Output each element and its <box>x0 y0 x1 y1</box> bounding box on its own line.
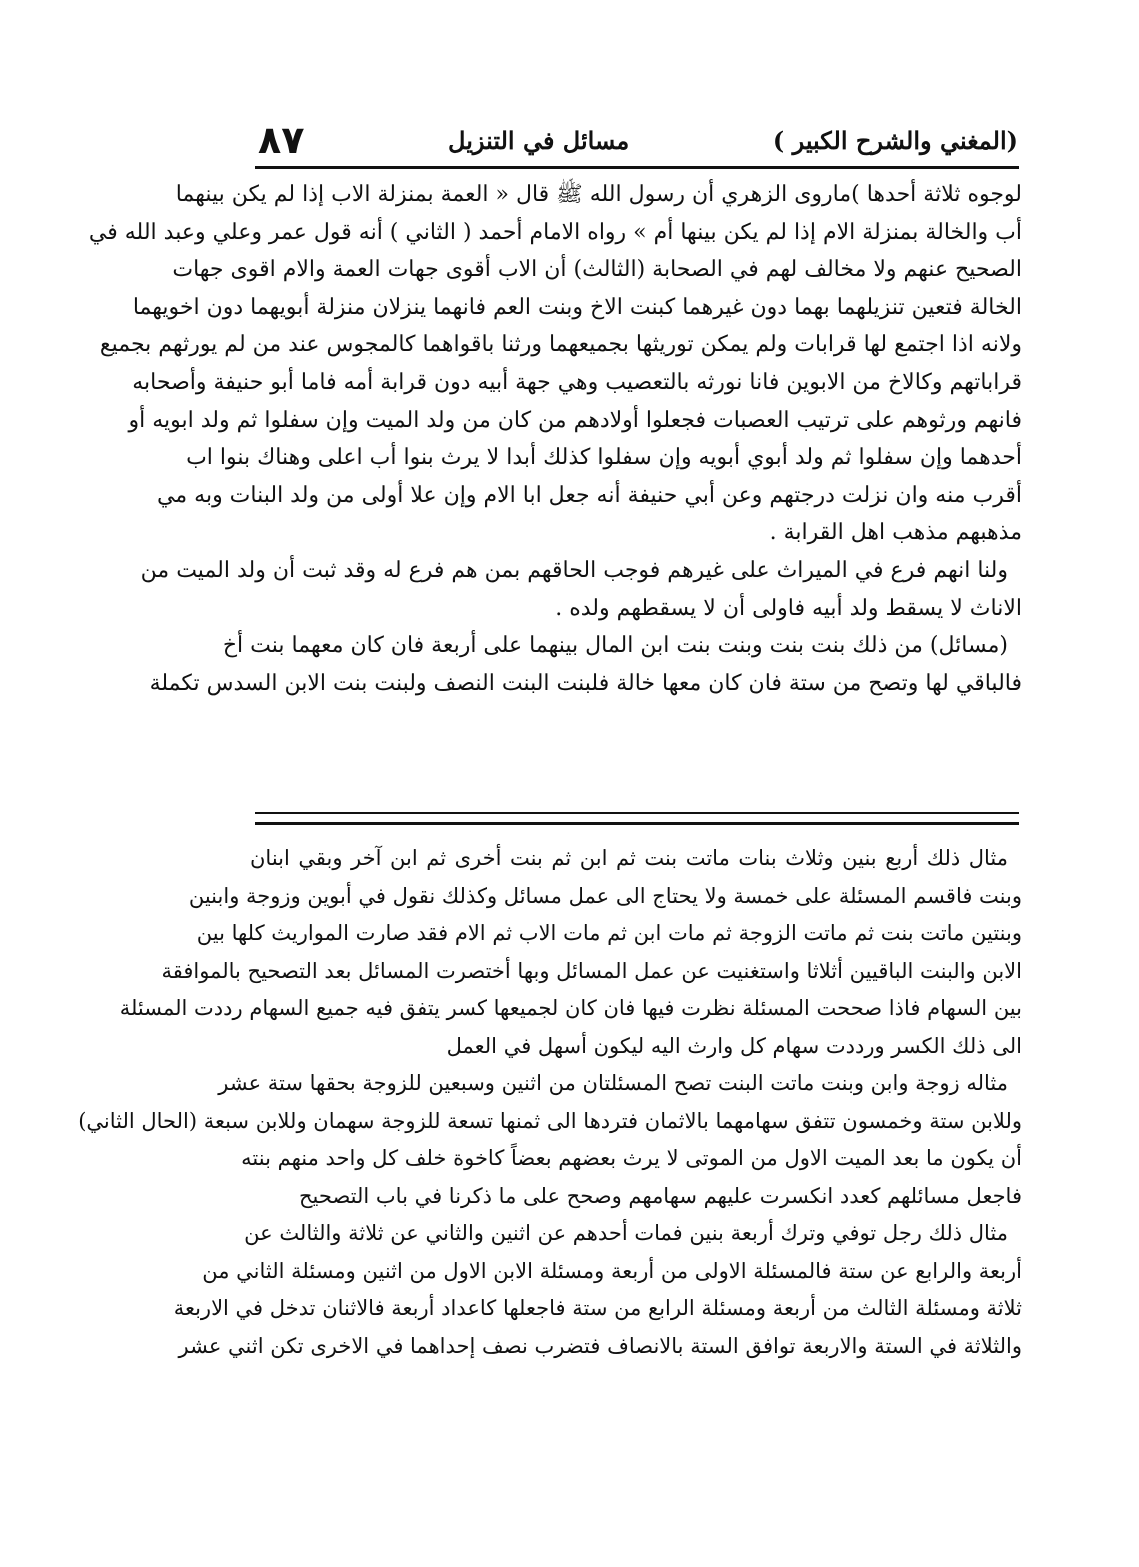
text-line: ثلاثة ومسئلة الثالث من أربعة ومسئلة الرابع من ستة فاجعلها كاعداد أربعة فالاثنان تدخل في الاربعة <box>173 1296 1022 1320</box>
page-number: ٨٧ <box>258 118 305 162</box>
text-line: وبنت فاقسم المسئلة على خمسة ولا يحتاج الى عمل مسائل وكذلك نقول في أبوين وزوجة وابنين <box>188 883 1022 908</box>
commentary-text <box>78 840 1022 1365</box>
section-divider <box>255 812 1019 814</box>
text-line: قراباتهم وكالاخ من الابوين فانا نورثه بالتعصيب وهي جهة أبيه دون قرابة أمه فاما أبو حنيفة وأصحابه <box>132 369 1022 395</box>
header-divider <box>255 166 1019 169</box>
text-line: مثاله زوجة وابن وبنت ماتت البنت تصح المسئلتان من اثنين وسبعين للزوجة بحقها ستة عشر <box>218 1071 1008 1095</box>
text-line: الاناث لا يسقط ولد أبيه فاولى أن لا يسقطهم ولده . <box>555 595 1022 621</box>
text-line: الى ذلك الكسر ورددت سهام كل وارث اليه ليكون أسهل في العمل <box>446 1033 1022 1058</box>
text-line: مثال ذلك أربع بنين وثلاث بنات ماتت بنت ثم ابن ثم بنت أخرى ثم ابن آخر وبقي ابنان <box>250 846 1008 870</box>
text-line: (مسائل) من ذلك بنت بنت وبنت بنت ابن المال بينهما على أربعة فان كان معهما بنت أخ <box>222 633 1008 659</box>
chapter-title: مسائل في التنزيل <box>448 125 630 155</box>
text-line: أربعة والرابع عن ستة فالمسئلة الاولى من أربعة ومسئلة الابن الاول من اثنين ومسئلة الثاني من <box>202 1258 1022 1283</box>
page-header <box>258 118 1018 162</box>
text-line: ولنا انهم فرع في الميراث على غيرهم فوجب الحاقهم بمن هم فرع له وقد ثبت أن ولد الميت من <box>140 557 1008 583</box>
text-line: أب والخالة بمنزلة الام إذا لم يكن بينها أم » رواه الامام أحمد ( الثاني ) أنه قول عمر وعلي وعبد الله في <box>88 219 1022 245</box>
text-line: أحدهما وإن سفلوا ثم ولد أبوي أبويه وإن سفلوا كذلك أبدا لا يرث بنوا أب اعلى وهناك بنوا اب <box>186 445 1022 471</box>
text-line: مذهبهم مذهب اهل القرابة . <box>769 520 1022 546</box>
text-line: وللابن ستة وخمسون تتفق سهامهما بالاثمان فتردها الى ثمنها تسعة للزوجة سهمان وللابن سبعة (الحال الثاني) <box>78 1108 1022 1133</box>
text-line: الابن والبنت الباقيين أثلاثا واستغنيت عن عمل المسائل وبها أختصرت المسائل بعد التصحيح بالموافقة <box>161 958 1022 983</box>
text-line: بين السهام فاذا صححت المسئلة نظرت فيها فان كان لجميعها كسر يتفق فيه جميع السهام رددت المسئلة <box>119 996 1022 1020</box>
text-line: مثال ذلك رجل توفي وترك أربعة بنين فمات أحدهم عن اثنين والثاني عن ثلاثة والثالث عن <box>244 1221 1008 1245</box>
text-line: لوجوه ثلاثة أحدها )ماروى الزهري أن رسول الله ﷺ قال « العمة بمنزلة الاب إذا لم يكن بينهما <box>175 182 1022 207</box>
text-line: أقرب منه وان نزلت درجتهم وعن أبي حنيفة أنه جعل ابا الام وإن علا أولى من ولد البنات وبه مي <box>157 482 1022 508</box>
text-line: فالباقي لها وتصح من ستة فان كان معها خالة فلبنت البنت النصف ولبنت بنت الابن السدس تكملة <box>149 670 1022 696</box>
section-divider <box>255 822 1019 825</box>
text-line: ولانه اذا اجتمع لها قرابات ولم يمكن توريثها بجميعهما ورثنا باقواهما كالمجوس عند من لم يورثهم بجميع <box>99 332 1022 358</box>
text-line: وبنتين ماتت بنت ثم ماتت الزوجة ثم مات ابن ثم مات الاب ثم الام فقد صارت المواريث كلها بين <box>196 921 1022 945</box>
text-line: أن يكون ما بعد الميت الاول من الموتى لا يرث بعضهم بعضاً كاخوة خلف كل واحد منهم بنته <box>241 1146 1022 1170</box>
text-line: فاجعل مسائلهم كعدد انكسرت عليهم سهامهم وصحح على ما ذكرنا في باب التصحيح <box>299 1183 1022 1208</box>
text-line: الخالة فتعين تنزيلهما بهما دون غيرهما كبنت الاخ وبنت العم فانهما ينزلان منزلة أبويهما دون اخويهما <box>132 294 1022 320</box>
text-line: فانهم ورثوهم على ترتيب العصبات فجعلوا أولادهم من كان من ولد الميت وإن سفلوا ثم ولد ابويه أو <box>128 407 1022 433</box>
text-line: والثلاثة في الستة والاربعة توافق الستة بالانصاف فتضرب نصف إحداهما في الاخرى تكن اثني عشر <box>178 1333 1022 1358</box>
main-text <box>88 176 1022 702</box>
book-title: (المغني والشرح الكبير ) <box>772 125 1018 155</box>
text-line: الصحيح عنهم ولا مخالف لهم في الصحابة (الثالث) أن الاب أقوى جهات العمة والام اقوى جهات <box>172 257 1022 283</box>
